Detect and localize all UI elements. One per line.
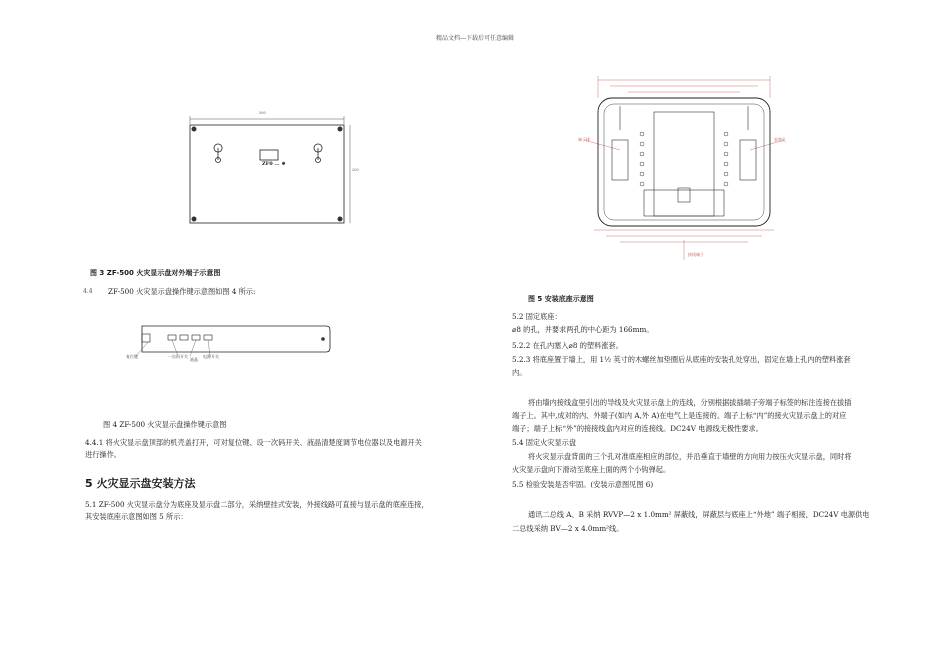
section-5-2-1: ⌀8 的孔，并要求两孔的中心距为 166mm。 xyxy=(512,325,654,334)
figure-3-caption: 图 3 ZF-500 火灾显示盘对外端子示意图 xyxy=(90,269,221,277)
figure-3-drawing xyxy=(180,112,360,227)
fig4-label-power: 电源开关 xyxy=(203,354,219,359)
section-5-heading: 5 火灾显示盘安装方法 xyxy=(85,477,196,490)
fig5-label-mount-hole: 安装孔 xyxy=(774,137,786,142)
figure-5-caption: 图 5 安装底座示意图 xyxy=(528,295,594,303)
fig4-label-reset: 复位键 xyxy=(126,354,138,359)
page-header: 精品文档---下载后可任意编辑 xyxy=(435,35,515,42)
para-fix-line2: 火灾显示盘向下滑动至底座上面的两个小钩弹起。 xyxy=(512,465,671,474)
fig3-dim-top: 300 xyxy=(259,111,266,115)
para-wiring-line3: 端子；端子上标“外”的接接线盒内对应的连接线。DC24V 电源线无极性要求。 xyxy=(512,424,763,433)
fig5-label-terminal: 端子排 xyxy=(578,137,590,142)
para-4-4-1-line1: 4.4.1 将火灾显示盘顶部的机壳盖打开，可对复位键、设一次码开关、液晶清楚度调节电位器以及电源开关 xyxy=(85,438,422,447)
para-5-1-line2: 其安装底座示意图如图 5 所示： xyxy=(85,512,188,521)
figure-5-drawing xyxy=(580,70,790,270)
section-5-2-3-line2: 内。 xyxy=(512,368,527,377)
para-4-4-1-line2: 进行操作。 xyxy=(85,450,121,459)
para-wiring-line1: 将由墙内接线盒里引出的导线及火灾显示盘上的连线，分别根据拔插端子旁端子标签的标注连接在拔插 xyxy=(528,398,852,407)
section-4-4-text: ZF-500 火灾显示盘操作键示意图如图 4 所示: xyxy=(108,287,256,296)
para-cable-line2: 二总线采纳 BV—2 x 4.0mm²线。 xyxy=(512,524,624,533)
fig4-label-code-switch: 一次码开关 xyxy=(168,354,188,359)
section-5-2-3-line1: 5.2.3 将底座置于墙上，用 1½ 英寸的木螺丝加垫圈后从底座的安装孔处穿出，固定在墙上孔内的塑料涨套 xyxy=(512,355,851,364)
section-5-5: 5.5 检验安装是否牢固。(安装示意图见图 6) xyxy=(512,480,654,489)
fig5-label-wiring: 接线端子 xyxy=(688,252,704,257)
para-wiring-line2: 端子上。其中,成对的内、外端子(如内 A,外 A)在电气上是连接的。端子上标“内”的接火灾显示盘上的对应 xyxy=(512,411,847,420)
section-5-4-title: 5.4 固定火灾显示盘 xyxy=(512,438,577,447)
section-5-2-2: 5.2.2 在孔内塞入⌀8 的塑料涨套。 xyxy=(512,341,623,350)
section-5-2: 5.2 固定底座： xyxy=(512,312,562,321)
para-cable-line1: 通讯二总线 A、B 采纳 RVVP—2 x 1.0mm² 屏蔽线，屏蔽层与底座上“外地” 端子相接，DC24V 电源供电 xyxy=(528,510,870,519)
fig3-dim-side: 200 xyxy=(352,168,359,172)
para-5-1-line1: 5.1 ZF-500 火灾显示盘分为底座及显示盘二部分，采纳壁挂式安装，外接线路可直接与显示盘的底座连接， xyxy=(85,500,429,509)
para-fix-line1: 将火灾显示盘背面的三个孔对准底座相应的部位，并沿垂直于墙壁的方向用力按压火灾显示盘，同时将 xyxy=(528,452,852,461)
section-4-4-number: 4.4 xyxy=(83,288,93,295)
fig3-panel-label: ZF0 ... ⊕ xyxy=(262,161,286,167)
fig4-label-lcd: 液晶 xyxy=(190,357,198,362)
figure-4-caption: 图 4 ZF-500 火灾显示盘操作键示意图 xyxy=(103,420,227,429)
figure-4-drawing xyxy=(118,320,343,365)
